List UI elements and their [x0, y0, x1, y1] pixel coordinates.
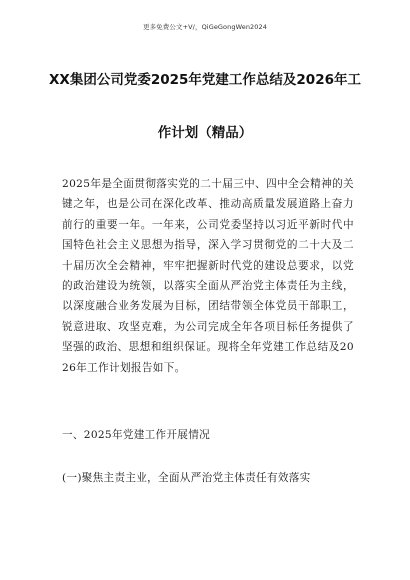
sub-heading: (一)聚焦主责主业，全面从严治党主体责任有效落实 — [62, 472, 311, 484]
header-note: 更多免费公文+V/，QiGeGongWen2024 — [142, 23, 267, 31]
document-title-line-1: XX集团公司党委2025年党建工作总结及2026年工 — [49, 72, 361, 88]
document-title-line-2: 作计划（精品） — [157, 125, 253, 141]
section-heading: 一、2025年党建工作开展情况 — [62, 429, 210, 441]
intro-paragraph: 2025年是全面贯彻落实党的二十届三中、四中全会精神的关键之年，也是公司在深化改革、推动高质量发展道路上奋力前行的重要一年。一年来，公司党委坚持以习近平新时代中国特色社会主义思想为指导，深入学习贯彻党的二十大及二十届历次全会精神，牢牢把握新时代党的建设总要求，以党的政治建设为统领，以落实全面从严治党主体责任为主线，以深度融合业务发展为目标，团结带领全体党员干部职工，锐意进取、攻坚克难，为公司完成全年各项目标任务提供了坚强的政治、思想和组织保证。现将全年党建工作总结及2026年工作计划报告如下。 — [62, 178, 354, 374]
